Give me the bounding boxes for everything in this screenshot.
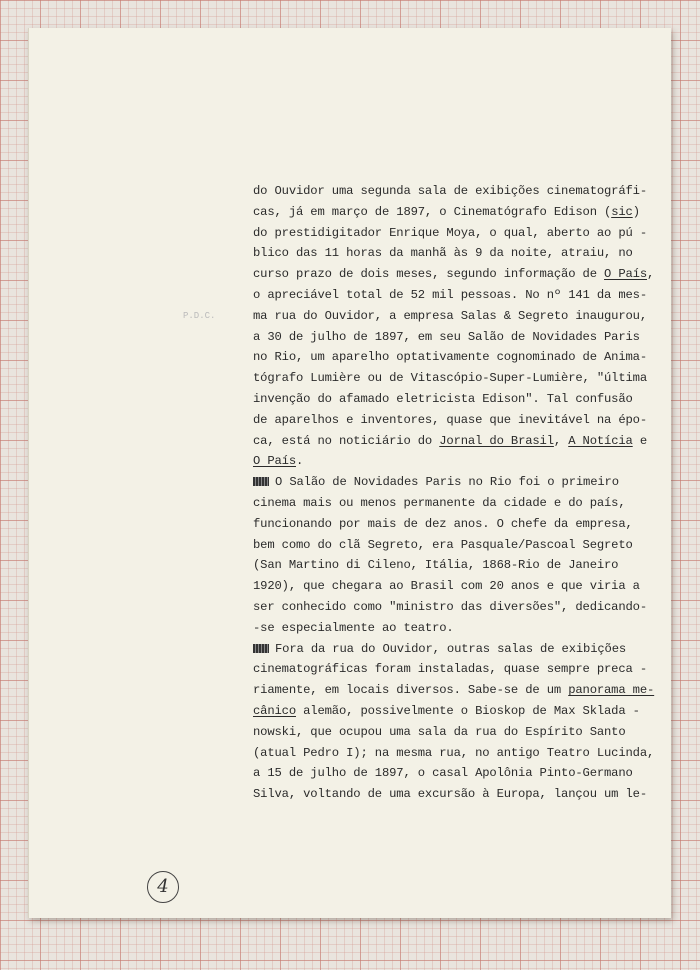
- text-line: cânico alemão, possivelmente o Bioskop de Max Sklada -: [253, 703, 640, 718]
- text-line: bem como do clã Segreto, era Pasquale/Pascoal Segreto: [253, 537, 633, 552]
- text-line: no Rio, um aparelho optativamente cognominado de Anima-: [253, 350, 648, 365]
- page-number-circled: 4: [147, 871, 179, 903]
- text-line: (atual Pedro I); na mesma rua, no antigo Teatro Lucinda,: [253, 745, 655, 760]
- text-line: 1920), que chegara ao Brasil com 20 anos e que viria a: [253, 579, 640, 594]
- text-line: a 15 de julho de 1897, o casal Apolônia Pinto-Germano: [253, 766, 633, 781]
- text-line: -se especialmente ao teatro.: [253, 620, 454, 635]
- panorama-underlined: panorama me-: [568, 683, 655, 698]
- text-line: blico das 11 horas da manhã às 9 da noite, atraiu, no: [253, 246, 633, 261]
- text-line: riamente, em locais diversos. Sabe-se de um panorama me-: [253, 683, 655, 698]
- text-line: ca, está no noticiário do Jornal do Brasil, A Notícia e: [253, 433, 648, 448]
- text-line: (San Martino di Cileno, Itália, 1868-Rio de Janeiro: [253, 558, 619, 573]
- text-line: ser conhecido como "ministro das diversões", dedicando-: [253, 599, 648, 614]
- text-line: cinema mais ou menos permanente da cidade e do país,: [253, 495, 626, 510]
- a-noticia-underlined: A Notícia: [568, 433, 633, 448]
- text-line: cas, já em março de 1897, o Cinematógrafo Edison (sic): [253, 204, 640, 219]
- text-line: curso prazo de dois meses, segundo informação de O País,: [253, 267, 655, 282]
- text-line: O Salão de Novidades Paris no Rio foi o primeiro: [253, 472, 673, 493]
- text-line: tógrafo Lumière ou de Vitascópio-Super-Lumière, "última: [253, 371, 648, 386]
- text-line: o apreciável total de 52 mil pessoas. No nº 141 da mes-: [253, 287, 648, 302]
- o-pais-underlined-2: O País: [253, 454, 296, 469]
- text-line: funcionando por mais de dez anos. O chefe da empresa,: [253, 516, 633, 531]
- o-pais-underlined: O País: [604, 267, 648, 282]
- text-line: nowski, que ocupou uma sala da rua do Espírito Santo: [253, 724, 626, 739]
- faint-margin-note: P.D.C.: [183, 311, 216, 321]
- struck-out-mark: [253, 644, 269, 653]
- text-line: do Ouvidor uma segunda sala de exibições cinematográfi-: [253, 184, 648, 198]
- text-line: de aparelhos e inventores, quase que inevitável na épo-: [253, 412, 648, 427]
- jornal-do-brasil-underlined: Jornal do Brasil: [439, 433, 554, 448]
- text-line: cinematográficas foram instaladas, quase sempre preca -: [253, 662, 648, 677]
- paper-sheet: [28, 28, 671, 918]
- text-line: do prestidigitador Enrique Moya, o qual, aberto ao pú -: [253, 225, 648, 240]
- text-line: a 30 de julho de 1897, em seu Salão de Novidades Paris: [253, 329, 640, 344]
- struck-out-mark: [253, 477, 269, 486]
- sic-underlined: sic: [611, 204, 633, 219]
- text-line: Silva, voltando de uma excursão à Europa, lançou um le-: [253, 787, 648, 802]
- text-line: invenção do afamado eletricista Edison". Tal confusão: [253, 391, 633, 406]
- text-line: O País.: [253, 454, 304, 469]
- canico-underlined: cânico: [253, 703, 296, 718]
- text-line: ma rua do Ouvidor, a empresa Salas & Segreto inaugurou,: [253, 308, 648, 323]
- text-line: Fora da rua do Ouvidor, outras salas de exibições: [253, 639, 673, 660]
- typed-text-body: [253, 181, 673, 805]
